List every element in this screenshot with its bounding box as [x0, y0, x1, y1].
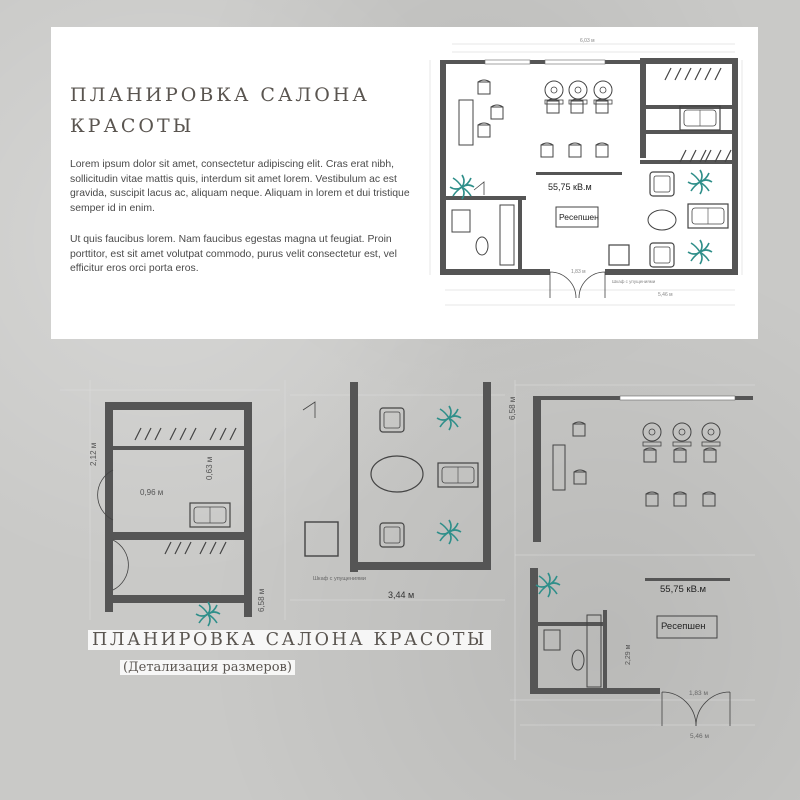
top-door-dim: 1,83 м	[571, 269, 586, 275]
dim-vertical-right-2: 6,58 м	[508, 396, 517, 420]
dim-width-344: 3,44 м	[388, 590, 415, 600]
dim-width-1: 0,96 м	[140, 488, 164, 497]
bottom-subtitle: (Детализация размеров)	[120, 660, 295, 675]
top-bottom-dim: 5,46 м	[658, 292, 673, 298]
description-paragraph-1: Lorem ipsum dolor sit amet, consectetur adipiscing elit. Cras erat nibh, sollicitudin vitae mattis quis, interdum sit amet lorem. Vestibulum ac est gravida, suscipit lacus ac, aliquam neque. Aliquam in lorem et dui tristique semper id in enim.	[70, 159, 410, 214]
bottom-reception-label: Ресепшен	[661, 621, 706, 632]
bottom-title: ПЛАНИРОВКА САЛОНА КРАСОТЫ	[88, 630, 491, 650]
description-paragraph-2: Ut quis faucibus lorem. Nam faucibus egestas magna ut feugiat. Proin porttitor, est sit amet volutpat commodo, purus velit consectetur est, vel efficitur eros orci porta eros.	[70, 234, 397, 274]
top-area-label: 55,75 кВ.м	[548, 182, 592, 192]
bottom-door-dim: 1,83 м	[689, 690, 708, 697]
dim-height-3: 2,29 м	[625, 644, 632, 665]
top-width-dim: 6,03 м	[580, 38, 595, 44]
dim-height-2: 0,63 м	[205, 456, 214, 480]
top-cabinet-note: Шкаф с упущениями	[612, 279, 656, 284]
top-plan	[430, 44, 742, 305]
bottom-width-dim: 5,46 м	[690, 733, 709, 740]
dim-height-1: 2,12 м	[89, 442, 98, 466]
bottom-area-label: 55,75 кВ.м	[660, 584, 707, 595]
bottom-cabinet-note: Шкаф с упущениями	[313, 576, 366, 582]
bottom-plans	[60, 380, 755, 760]
top-reception-label: Ресепшен	[559, 212, 599, 222]
dim-vertical-right: 6,58 м	[257, 588, 266, 612]
page-title: ПЛАНИРОВКА САЛОНА КРАСОТЫ	[70, 84, 370, 137]
